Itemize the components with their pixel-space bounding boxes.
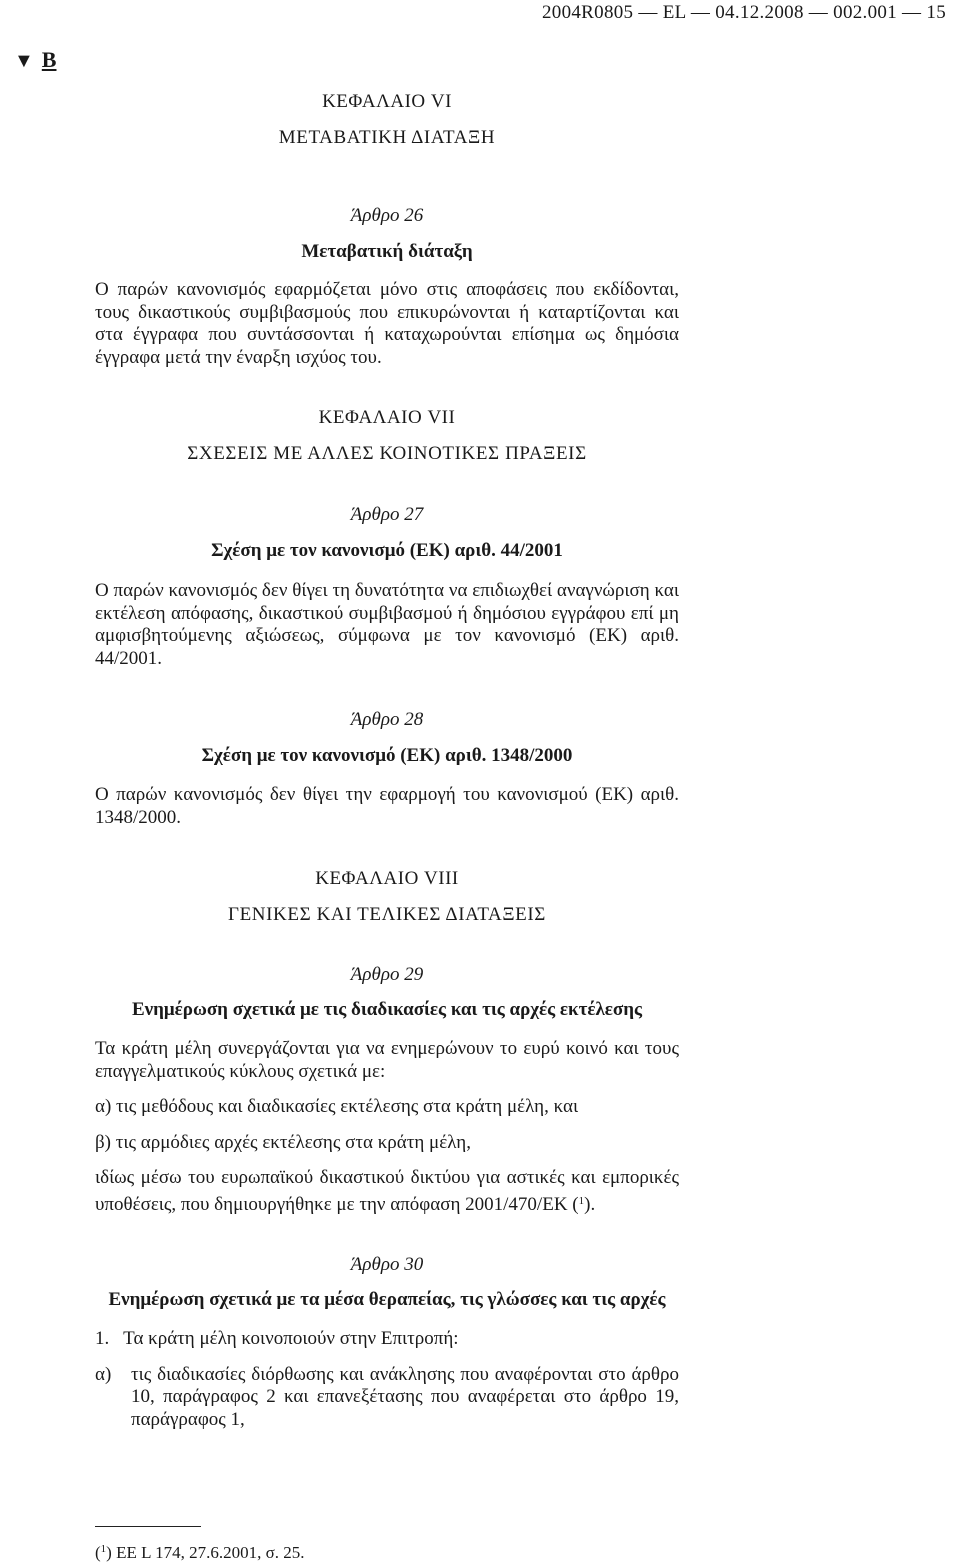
footnote-reference[interactable]: 1: [578, 1194, 585, 1207]
article-26-label: Άρθρο 26: [350, 205, 424, 226]
chapter-8-title: ΓΕΝΙΚΕΣ ΚΑΙ ΤΕΛΙΚΕΣ ΔΙΑΤΑΞΕΙΣ: [228, 904, 546, 925]
amendment-marker: [14, 47, 56, 73]
triangle-down-icon: ▼: [14, 50, 34, 72]
article-26-title: Μεταβατική διάταξη: [301, 241, 473, 262]
footnote-text: ) ΕΕ L 174, 27.6.2001, σ. 25.: [106, 1543, 305, 1562]
article-28-title: Σχέση με τον κανονισμό (ΕΚ) αριθ. 1348/2000: [201, 745, 573, 766]
article-30-item-a-label: α): [95, 1363, 112, 1385]
article-30-label: Άρθρο 30: [350, 1254, 424, 1275]
article-29-closing-text: ιδίως μέσω του ευρωπαϊκού δικαστικού δικτύου για αστικές και εμπορικές υποθέσεις, που δημιουργήθηκε με την απόφαση 2001/470/ΕΚ (: [95, 1167, 679, 1215]
article-29-intro: Τα κράτη μέλη συνεργάζονται για να ενημερώνουν το ευρύ κοινό και τους επαγγελματικούς κύκλους σχετικά με:: [95, 1038, 679, 1082]
running-header: 2004R0805 — EL — 04.12.2008 — 002.001 — 15: [541, 2, 946, 23]
article-27-label: Άρθρο 27: [350, 504, 424, 525]
article-26-text: Ο παρών κανονισμός εφαρμόζεται μόνο στις αποφάσεις που εκδίδονται, τους δικαστικούς συμβιβασμούς που επικυρώνονται ή καταρτίζονται και στα έγγραφα που συντάσσονται ή καταχωρούνται επίσημα ως δημόσια έγγραφα μετά την έναρξη ισχύος του.: [95, 279, 679, 368]
chapter-7-title: ΣΧΕΣΕΙΣ ΜΕ ΑΛΛΕΣ ΚΟΙΝΟΤΙΚΕΣ ΠΡΑΞΕΙΣ: [187, 443, 587, 464]
article-29-closing: [95, 1167, 679, 1216]
article-29-title: Ενημέρωση σχετικά με τις διαδικασίες και τις αρχές εκτέλεσης: [131, 999, 643, 1020]
chapter-7-number: ΚΕΦΑΛΑΙΟ VII: [318, 407, 456, 428]
article-29-item-a: α) τις μεθόδους και διαδικασίες εκτέλεσης στα κράτη μέλη, και: [95, 1096, 579, 1117]
amendment-marker-label[interactable]: B: [41, 47, 57, 72]
footnote: [95, 1538, 305, 1564]
article-29-item-b: β) τις αρμόδιες αρχές εκτέλεσης στα κράτη μέλη,: [95, 1131, 471, 1153]
article-30-item-a-text: τις διαδικασίες διόρθωσης και ανάκλησης που αναφέρονται στο άρθρο 10, παράγραφος 2 και επανεξέτασης που αναφέρεται στο άρθρο 19, παράγραφος 1,: [131, 1363, 679, 1430]
document-body: [95, 82, 679, 1431]
chapter-8-number: ΚΕΦΑΛΑΙΟ VIII: [315, 868, 459, 889]
article-30-title: Ενημέρωση σχετικά με τα μέσα θεραπείας, τις γλώσσες και τις αρχές: [108, 1289, 666, 1310]
article-29-label: Άρθρο 29: [350, 964, 424, 985]
article-30-item-a: [95, 1364, 679, 1432]
article-27-text: Ο παρών κανονισμός δεν θίγει τη δυνατότητα να επιδιωχθεί αναγνώριση και εκτέλεση απόφασης, δικαστικού συμβιβασμού ή δημόσιου εγγράφου επί μη αμφισβητούμενης αξιώσεως, σύμφωνα με τον κανονισμό (ΕΚ) αριθ. 44/2001.: [95, 580, 679, 669]
chapter-6-title: ΜΕΤΑΒΑΤΙΚΗ ΔΙΑΤΑΞΗ: [278, 127, 496, 148]
article-30-paragraph-1: 1. Τα κράτη μέλη κοινοποιούν στην Επιτροπή:: [95, 1328, 459, 1349]
chapter-6-number: ΚΕΦΑΛΑΙΟ VI: [322, 91, 452, 112]
article-28-label: Άρθρο 28: [350, 709, 424, 730]
article-28-text: Ο παρών κανονισμός δεν θίγει την εφαρμογή του κανονισμού (ΕΚ) αριθ. 1348/2000.: [95, 784, 679, 828]
article-29-closing-end: ).: [584, 1193, 596, 1215]
footnote-open: (: [95, 1543, 101, 1562]
article-27-title: Σχέση με τον κανονισμό (ΕΚ) αριθ. 44/2001: [211, 540, 563, 561]
footnote-number: 1: [100, 1543, 107, 1555]
footnote-divider: [95, 1526, 201, 1527]
